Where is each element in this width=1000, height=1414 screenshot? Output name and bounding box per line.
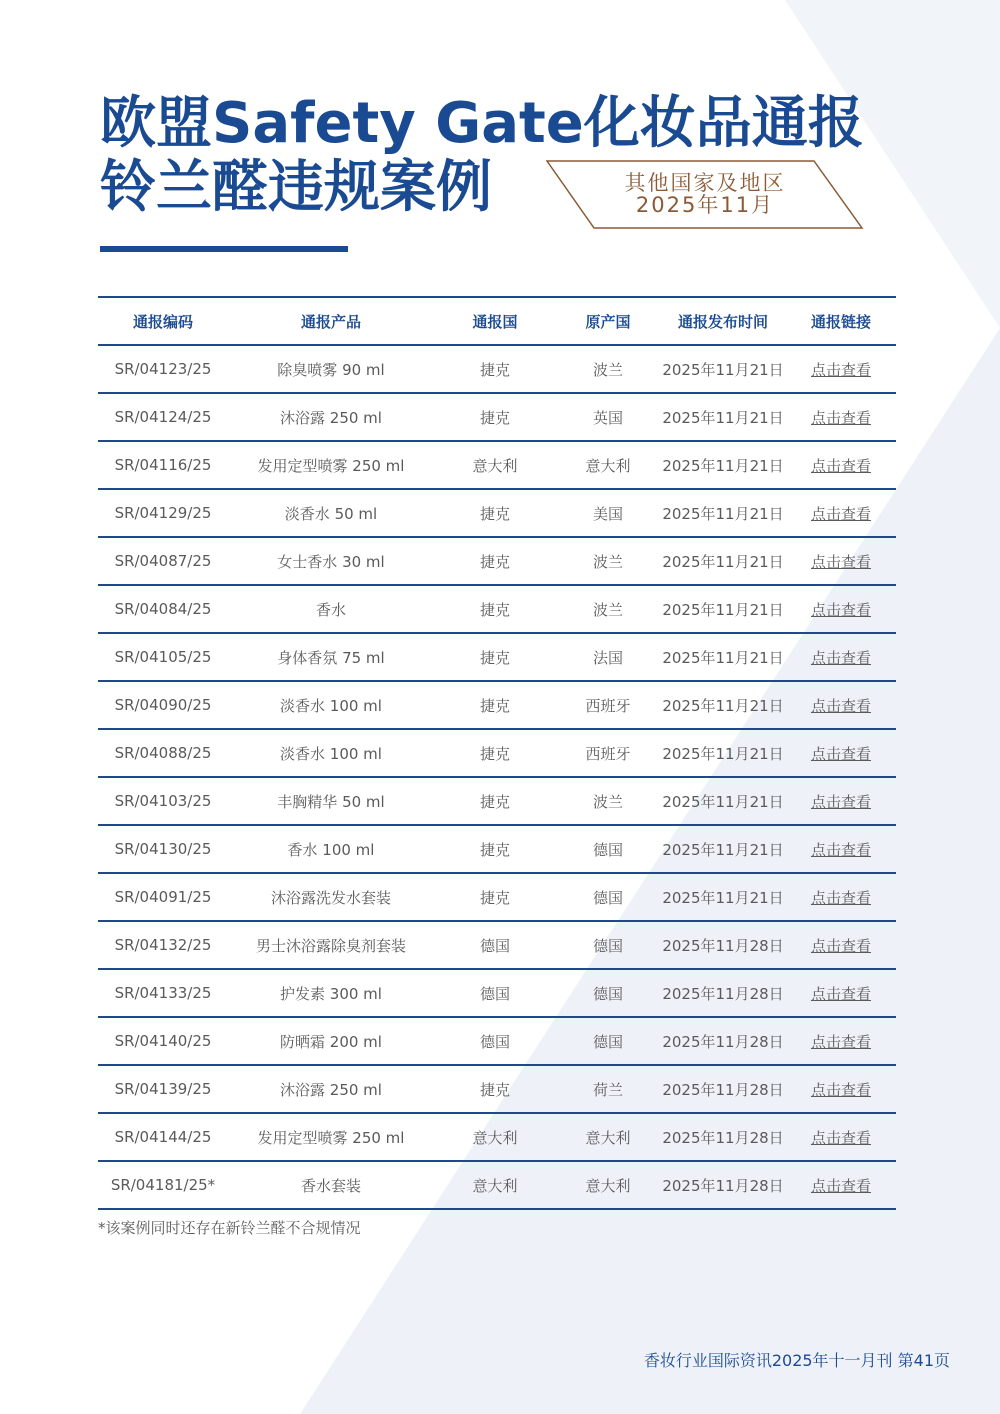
cell-product: 防晒霜 200 ml	[228, 1017, 434, 1065]
cell-notifying-country: 捷克	[434, 729, 556, 777]
title-underline	[100, 246, 348, 252]
cell-publish-date: 2025年11月21日	[660, 681, 786, 729]
cell-notifying-country: 捷克	[434, 873, 556, 921]
cell-origin-country: 德国	[556, 825, 660, 873]
cell-origin-country: 西班牙	[556, 681, 660, 729]
cell-product: 沐浴露洗发水套装	[228, 873, 434, 921]
cell-product: 男士沐浴露除臭剂套装	[228, 921, 434, 969]
page-footer: 香妆行业国际资讯2025年十一月刊 第41页	[643, 1351, 950, 1370]
table-row	[98, 921, 896, 969]
notification-table	[98, 296, 896, 1210]
cell-publish-date: 2025年11月21日	[660, 825, 786, 873]
table-row	[98, 873, 896, 921]
footnote: *该案例同时还存在新铃兰醛不合规情况	[98, 1219, 361, 1237]
cell-code: SR/04105/25	[98, 633, 228, 681]
view-link[interactable]: 点击查看	[810, 1080, 871, 1099]
cell-product: 护发素 300 ml	[228, 969, 434, 1017]
cell-notifying-country: 捷克	[434, 537, 556, 585]
cell-notifying-country: 意大利	[434, 441, 556, 489]
cell-origin-country: 西班牙	[556, 729, 660, 777]
cell-publish-date: 2025年11月21日	[660, 633, 786, 681]
cell-product: 香水 100 ml	[228, 825, 434, 873]
cell-product: 淡香水 50 ml	[228, 489, 434, 537]
cell-origin-country: 荷兰	[556, 1065, 660, 1113]
cell-publish-date: 2025年11月21日	[660, 441, 786, 489]
view-link[interactable]: 点击查看	[810, 888, 871, 907]
view-link[interactable]: 点击查看	[810, 744, 871, 763]
table-row	[98, 441, 896, 489]
table-body	[98, 345, 896, 1209]
region-tag-line-1: 其他国家及地区	[624, 171, 786, 195]
cell-code: SR/04123/25	[98, 345, 228, 393]
table-row	[98, 825, 896, 873]
table-header-row	[98, 297, 896, 345]
header-publish-date: 通报发布时间	[677, 312, 768, 331]
cell-notifying-country: 捷克	[434, 393, 556, 441]
cell-link	[786, 921, 896, 969]
view-link[interactable]: 点击查看	[810, 936, 871, 955]
cell-publish-date: 2025年11月21日	[660, 873, 786, 921]
cell-origin-country: 波兰	[556, 345, 660, 393]
cell-publish-date: 2025年11月28日	[660, 921, 786, 969]
table-row	[98, 489, 896, 537]
cell-product: 发用定型喷雾 250 ml	[228, 1113, 434, 1161]
region-tag-line-2: 2025年11月	[635, 193, 775, 217]
cell-notifying-country: 捷克	[434, 489, 556, 537]
table-row	[98, 585, 896, 633]
cell-product: 身体香氛 75 ml	[228, 633, 434, 681]
table-row	[98, 345, 896, 393]
cell-code: SR/04130/25	[98, 825, 228, 873]
cell-link	[786, 393, 896, 441]
cell-product: 淡香水 100 ml	[228, 729, 434, 777]
cell-publish-date: 2025年11月21日	[660, 393, 786, 441]
cell-publish-date: 2025年11月28日	[660, 1113, 786, 1161]
cell-code: SR/04132/25	[98, 921, 228, 969]
cell-link	[786, 1065, 896, 1113]
cell-publish-date: 2025年11月28日	[660, 969, 786, 1017]
cell-publish-date: 2025年11月21日	[660, 729, 786, 777]
cell-notifying-country: 德国	[434, 1017, 556, 1065]
cell-origin-country: 美国	[556, 489, 660, 537]
cell-notifying-country: 捷克	[434, 1065, 556, 1113]
cell-product: 香水套装	[228, 1161, 434, 1209]
cell-origin-country: 德国	[556, 1017, 660, 1065]
cell-code: SR/04088/25	[98, 729, 228, 777]
cell-notifying-country: 捷克	[434, 585, 556, 633]
cell-publish-date: 2025年11月21日	[660, 537, 786, 585]
notification-table-container	[98, 296, 896, 1210]
table-row	[98, 777, 896, 825]
table-row	[98, 537, 896, 585]
cell-origin-country: 波兰	[556, 777, 660, 825]
view-link[interactable]: 点击查看	[810, 1176, 871, 1195]
cell-notifying-country: 意大利	[434, 1113, 556, 1161]
cell-notifying-country: 捷克	[434, 825, 556, 873]
cell-publish-date: 2025年11月21日	[660, 345, 786, 393]
cell-origin-country: 德国	[556, 921, 660, 969]
cell-origin-country: 波兰	[556, 537, 660, 585]
cell-code: SR/04133/25	[98, 969, 228, 1017]
cell-link	[786, 537, 896, 585]
cell-publish-date: 2025年11月28日	[660, 1161, 786, 1209]
table-row	[98, 633, 896, 681]
cell-publish-date: 2025年11月28日	[660, 1017, 786, 1065]
view-link[interactable]: 点击查看	[810, 408, 871, 427]
cell-product: 丰胸精华 50 ml	[228, 777, 434, 825]
cell-link	[786, 441, 896, 489]
cell-link	[786, 969, 896, 1017]
view-link[interactable]: 点击查看	[810, 504, 871, 523]
view-link[interactable]: 点击查看	[810, 1128, 871, 1147]
cell-link	[786, 681, 896, 729]
region-tag	[546, 160, 864, 230]
view-link[interactable]: 点击查看	[810, 600, 871, 619]
cell-product: 沐浴露 250 ml	[228, 1065, 434, 1113]
cell-publish-date: 2025年11月28日	[660, 1065, 786, 1113]
view-link[interactable]: 点击查看	[810, 552, 871, 571]
header-product: 通报产品	[300, 312, 361, 331]
cell-product: 香水	[228, 585, 434, 633]
cell-publish-date: 2025年11月21日	[660, 777, 786, 825]
view-link[interactable]: 点击查看	[810, 1032, 871, 1051]
header-code: 通报编码	[132, 312, 193, 331]
cell-code: SR/04144/25	[98, 1113, 228, 1161]
cell-product: 除臭喷雾 90 ml	[228, 345, 434, 393]
cell-code: SR/04116/25	[98, 441, 228, 489]
cell-origin-country: 德国	[556, 969, 660, 1017]
cell-origin-country: 波兰	[556, 585, 660, 633]
cell-origin-country: 意大利	[556, 441, 660, 489]
region-tag-text	[546, 172, 864, 216]
view-link[interactable]: 点击查看	[810, 984, 871, 1003]
table-row	[98, 969, 896, 1017]
cell-link	[786, 1017, 896, 1065]
table-row	[98, 393, 896, 441]
title-line-1: 欧盟Safety Gate化妆品通报	[100, 91, 864, 156]
cell-notifying-country: 德国	[434, 969, 556, 1017]
cell-link	[786, 585, 896, 633]
cell-publish-date: 2025年11月21日	[660, 489, 786, 537]
cell-origin-country: 意大利	[556, 1161, 660, 1209]
view-link[interactable]: 点击查看	[810, 792, 871, 811]
view-link[interactable]: 点击查看	[810, 456, 871, 475]
view-link[interactable]: 点击查看	[810, 648, 871, 667]
cell-product: 沐浴露 250 ml	[228, 393, 434, 441]
table-row	[98, 1113, 896, 1161]
cell-publish-date: 2025年11月21日	[660, 585, 786, 633]
cell-code: SR/04087/25	[98, 537, 228, 585]
cell-product: 女士香水 30 ml	[228, 537, 434, 585]
cell-link	[786, 633, 896, 681]
cell-link	[786, 729, 896, 777]
cell-link	[786, 1161, 896, 1209]
cell-notifying-country: 捷克	[434, 345, 556, 393]
cell-origin-country: 意大利	[556, 1113, 660, 1161]
table-row	[98, 681, 896, 729]
cell-notifying-country: 捷克	[434, 633, 556, 681]
cell-code: SR/04103/25	[98, 777, 228, 825]
cell-link	[786, 777, 896, 825]
cell-code: SR/04129/25	[98, 489, 228, 537]
cell-link	[786, 825, 896, 873]
cell-code: SR/04139/25	[98, 1065, 228, 1113]
cell-code: SR/04181/25*	[98, 1161, 228, 1209]
cell-code: SR/04090/25	[98, 681, 228, 729]
cell-notifying-country: 德国	[434, 921, 556, 969]
cell-product: 淡香水 100 ml	[228, 681, 434, 729]
cell-link	[786, 873, 896, 921]
cell-code: SR/04124/25	[98, 393, 228, 441]
cell-notifying-country: 意大利	[434, 1161, 556, 1209]
cell-origin-country: 法国	[556, 633, 660, 681]
header-notifying-country: 通报国	[472, 312, 518, 331]
title-line-2: 铃兰醛违规案例	[100, 155, 492, 220]
view-link[interactable]: 点击查看	[810, 360, 871, 379]
cell-code: SR/04091/25	[98, 873, 228, 921]
cell-notifying-country: 捷克	[434, 681, 556, 729]
header-origin-country: 原产国	[585, 312, 631, 331]
cell-link	[786, 489, 896, 537]
table-row	[98, 1161, 896, 1209]
cell-origin-country: 德国	[556, 873, 660, 921]
table-row	[98, 1065, 896, 1113]
header-link: 通报链接	[810, 312, 871, 331]
cell-link	[786, 1113, 896, 1161]
view-link[interactable]: 点击查看	[810, 696, 871, 715]
cell-code: SR/04140/25	[98, 1017, 228, 1065]
table-row	[98, 729, 896, 777]
cell-origin-country: 英国	[556, 393, 660, 441]
cell-link	[786, 345, 896, 393]
view-link[interactable]: 点击查看	[810, 840, 871, 859]
table-row	[98, 1017, 896, 1065]
cell-notifying-country: 捷克	[434, 777, 556, 825]
cell-product: 发用定型喷雾 250 ml	[228, 441, 434, 489]
cell-code: SR/04084/25	[98, 585, 228, 633]
